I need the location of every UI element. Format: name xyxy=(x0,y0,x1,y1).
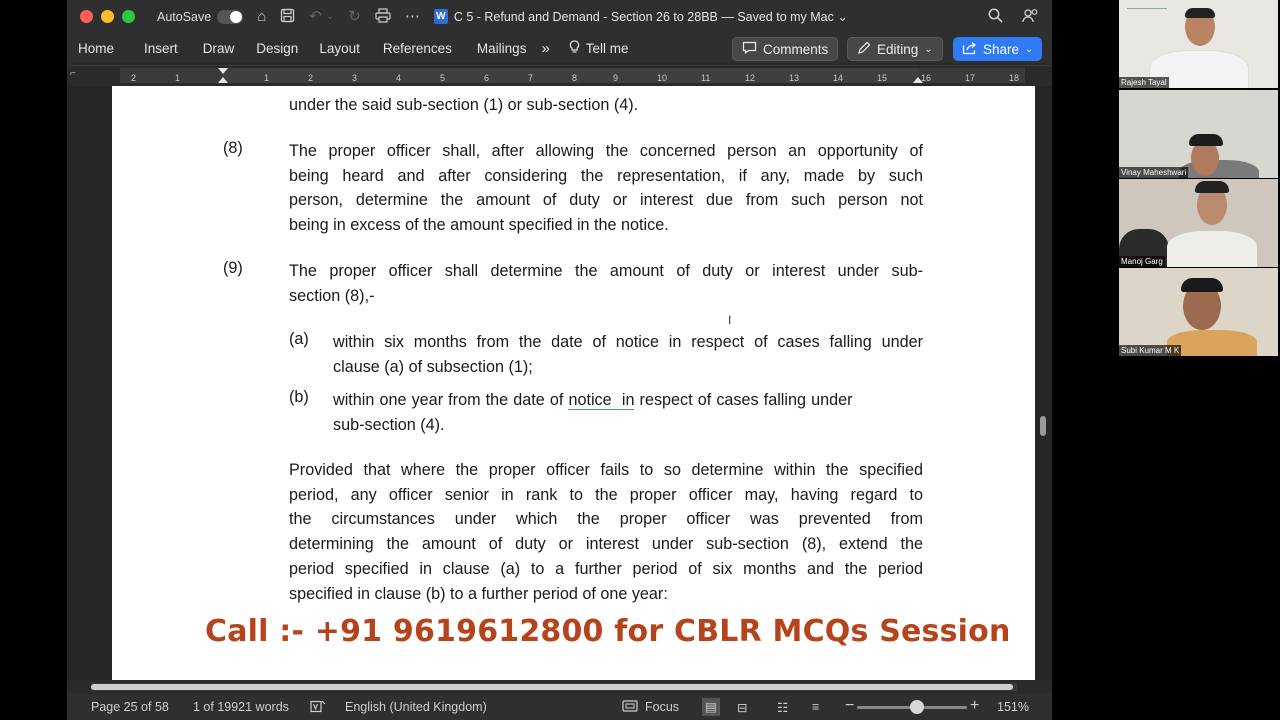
participant-name: Rajesh Tayal xyxy=(1121,78,1167,87)
paragraph-line: The proper officer shall determine the amount of duty or interest under sub- xyxy=(289,262,923,280)
tab-home[interactable]: Home xyxy=(78,40,115,56)
paragraph-line: person, determine the amount of duty or interest due from such person not xyxy=(289,191,923,210)
ruler-tick: 15 xyxy=(877,73,888,83)
right-indent-marker[interactable] xyxy=(913,77,923,83)
autosave-toggle[interactable] xyxy=(217,10,243,24)
paragraph-line: The proper officer shall, after allowing the concerned person an opportunity of xyxy=(289,142,923,160)
title-bar xyxy=(67,0,1052,33)
share-people-icon[interactable] xyxy=(1022,8,1039,27)
text-run: respect of cases falling under xyxy=(634,391,853,409)
document-title[interactable]: C 5 - Refund and Demand - Section 26 to 28BB — Saved to my Mac ⌄ xyxy=(453,10,848,24)
chevron-down-icon: ⌄ xyxy=(1025,43,1034,55)
pencil-icon xyxy=(857,41,871,58)
subclause-a-text[interactable] xyxy=(333,330,923,379)
ruler-tick: 2 xyxy=(308,73,314,83)
editing-label: Editing xyxy=(877,41,919,57)
participant-tile[interactable] xyxy=(1119,179,1278,267)
autosave-label: AutoSave xyxy=(157,9,212,24)
ruler-tick: 13 xyxy=(789,73,800,83)
ruler-tick: 1 xyxy=(264,73,270,83)
ruler-tick: 17 xyxy=(965,73,976,83)
zoom-level[interactable]: 151% xyxy=(997,700,1029,714)
more-icon[interactable]: ⋯ xyxy=(404,8,420,25)
save-icon[interactable] xyxy=(280,8,295,26)
tab-layout[interactable]: Layout xyxy=(319,40,360,56)
ruler-tick: 16 xyxy=(921,73,932,83)
text-run: within one year from the date of xyxy=(333,391,569,409)
participant-tile[interactable] xyxy=(1119,268,1278,356)
close-window-button[interactable] xyxy=(80,10,93,23)
tab-references[interactable]: References xyxy=(382,40,452,56)
minimize-window-button[interactable] xyxy=(101,10,114,23)
paragraph-9[interactable] xyxy=(289,259,923,308)
print-icon[interactable] xyxy=(375,8,391,26)
clause-number-9: (9) xyxy=(223,259,243,277)
ruler-tick: 11 xyxy=(701,73,711,83)
share-button[interactable] xyxy=(953,37,1042,61)
chevron-down-icon: ⌄ xyxy=(924,43,933,55)
ruler-tick: 4 xyxy=(396,73,402,83)
participant-hair xyxy=(1195,181,1229,193)
tab-design[interactable]: Design xyxy=(256,40,299,56)
ruler-tick: 8 xyxy=(572,73,578,83)
participant-hair xyxy=(1189,134,1223,146)
ruler-tick: 18 xyxy=(1009,73,1020,83)
ruler-tick: 5 xyxy=(440,73,446,83)
tab-stop-icon[interactable]: ⌐ xyxy=(70,68,76,79)
zoom-in-icon[interactable]: + xyxy=(970,697,980,714)
ruler-tick: 14 xyxy=(833,73,844,83)
share-label: Share xyxy=(983,41,1020,57)
participant-tile[interactable] xyxy=(1119,90,1278,178)
paragraph-8[interactable] xyxy=(289,139,923,238)
ruler-tick: 10 xyxy=(657,73,668,83)
lightbulb-icon xyxy=(569,40,580,57)
paragraph-line: Provided that where the proper officer fails to so determine within the specified xyxy=(289,461,923,479)
participant-hair xyxy=(1185,8,1215,18)
ruler-tick: 7 xyxy=(528,73,534,83)
subclause-a: (a) xyxy=(289,330,309,348)
clause-number-8: (8) xyxy=(223,139,243,157)
status-bar xyxy=(67,694,1052,720)
left-indent-marker[interactable] xyxy=(218,77,228,83)
tab-insert[interactable]: Insert xyxy=(144,40,178,56)
window-controls xyxy=(80,10,135,23)
subclause-b-text[interactable] xyxy=(333,388,923,437)
tab-mailings[interactable]: Mailings xyxy=(476,40,527,56)
paragraph-line[interactable]: under the said sub-section (1) or sub-section (4). xyxy=(289,96,639,114)
proviso-paragraph[interactable] xyxy=(289,458,923,606)
spelling-flag[interactable]: notice in xyxy=(568,391,635,409)
editing-mode-button[interactable] xyxy=(847,37,943,61)
whiteboard-marking xyxy=(1127,8,1167,16)
more-tabs-icon[interactable]: » xyxy=(541,39,550,57)
word-window xyxy=(67,0,1052,720)
focus-label[interactable]: Focus xyxy=(645,700,680,714)
participant-tile[interactable] xyxy=(1119,0,1278,88)
paragraph-line: sub-section (4). xyxy=(333,415,445,434)
paragraph-line: period, any officer senior in rank to the proper officer may, having regard to xyxy=(289,485,923,504)
ruler-tick: 1 xyxy=(175,73,181,83)
tab-draw[interactable]: Draw xyxy=(202,40,235,56)
page-indicator[interactable]: Page 25 of 58 xyxy=(91,700,169,714)
zoom-slider-handle[interactable] xyxy=(910,700,924,714)
undo-icon[interactable]: ↶ xyxy=(309,8,322,25)
ruler-tick: 12 xyxy=(745,73,756,83)
ruler-tick: 9 xyxy=(613,73,619,83)
paragraph-line: determining the amount of duty or interest under sub-section (8), extend the xyxy=(289,535,923,554)
search-icon[interactable] xyxy=(988,8,1003,27)
proofing-icon[interactable] xyxy=(310,700,326,716)
paragraph-line: being heard and after considering the representation, if any, made by such xyxy=(289,166,923,185)
zoom-out-icon[interactable]: − xyxy=(845,697,855,714)
tell-me-search[interactable] xyxy=(561,40,629,57)
focus-icon[interactable] xyxy=(622,700,638,715)
paragraph-line: within six months from the date of notice in respect of cases falling under xyxy=(333,333,923,351)
text-cursor-icon: I xyxy=(728,313,732,327)
tell-me-label: Tell me xyxy=(585,40,629,56)
document-canvas[interactable] xyxy=(67,86,1052,680)
ruler-tick: 6 xyxy=(484,73,490,83)
participant-name: Subi Kumar M K xyxy=(1121,346,1180,355)
paragraph-line: specified in clause (b) to a further period of one year: xyxy=(289,584,668,603)
word-count[interactable]: 1 of 19921 words xyxy=(193,700,289,714)
comment-icon xyxy=(742,41,757,57)
promo-overlay-text: Call :- +91 9619612800 for CBLR MCQs Session xyxy=(205,614,1011,649)
ribbon-tabs xyxy=(67,33,1052,63)
participant-name: Vinay Maheshwari xyxy=(1121,168,1187,177)
home-icon[interactable]: ⌂ xyxy=(257,8,267,25)
print-layout-icon[interactable]: ▤ xyxy=(702,698,720,716)
ruler-tick: 2 xyxy=(131,73,137,83)
outline-view-icon[interactable]: ☷ xyxy=(777,701,789,715)
word-document-icon: W xyxy=(434,9,448,24)
document-page[interactable] xyxy=(112,86,1035,680)
participant-hair xyxy=(1181,278,1223,292)
paragraph-line: section (8),- xyxy=(289,286,375,305)
comments-label: Comments xyxy=(763,41,829,57)
paragraph-line: being in excess of the amount specified in the notice. xyxy=(289,216,669,235)
web-layout-icon[interactable]: ⊟ xyxy=(737,701,748,715)
ruler-track xyxy=(120,68,1025,83)
comments-button[interactable] xyxy=(732,37,838,61)
ruler-text-area xyxy=(222,68,919,83)
paragraph-line: clause (a) of subsection (1); xyxy=(333,357,533,376)
autosave-control[interactable] xyxy=(157,10,243,24)
draft-view-icon[interactable]: ≡ xyxy=(812,700,820,714)
vertical-scrollbar[interactable] xyxy=(1040,416,1046,436)
redo-icon[interactable]: ↻ xyxy=(348,8,361,25)
participant-shirt xyxy=(1167,231,1257,267)
first-line-indent-marker[interactable] xyxy=(218,68,228,74)
language-indicator[interactable]: English (United Kingdom) xyxy=(345,700,487,714)
subclause-b: (b) xyxy=(289,388,309,406)
undo-dropdown-icon[interactable]: ⌄ xyxy=(325,10,335,22)
paragraph-line xyxy=(333,388,923,413)
participant-name: Manoj Garg xyxy=(1121,257,1163,266)
ruler-tick: 3 xyxy=(352,73,358,83)
share-icon xyxy=(962,41,977,58)
horizontal-ruler[interactable] xyxy=(67,65,1052,85)
zoom-window-button[interactable] xyxy=(122,10,135,23)
paragraph-line: the circumstances under which the proper officer was prevented from xyxy=(289,510,923,529)
paragraph-line: period specified in clause (a) to a further period of six months and the period xyxy=(289,559,923,578)
horizontal-scrollbar[interactable] xyxy=(91,684,1013,690)
